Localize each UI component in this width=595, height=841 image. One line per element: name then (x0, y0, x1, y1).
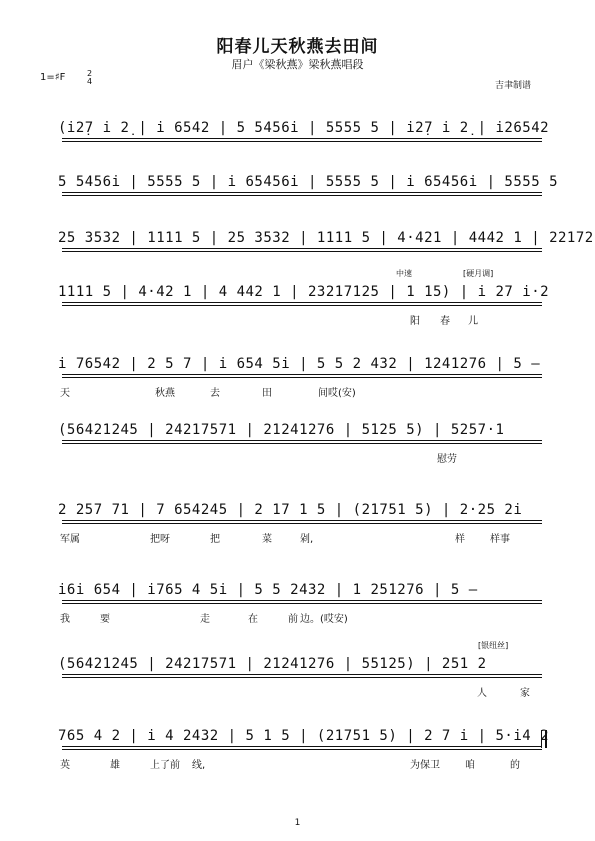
tempo-mark: 中速 (396, 269, 412, 278)
lyric-syllable: 雄 (110, 760, 120, 771)
beam-line (62, 440, 542, 441)
lyric-syllable: 线, (192, 760, 206, 771)
score-line (58, 490, 546, 550)
meter-bottom: 4 (87, 77, 93, 86)
jianpu-notes: 1111 5 | 4·42 1 | 4 442 1 | 23217125 | 1 15) | i 27 i·2 (58, 284, 550, 300)
beam-line (62, 374, 542, 375)
key-signature: 1=♯F (40, 72, 66, 83)
jianpu-notes: 5 5456i | 5555 5 | i 65456i | 5555 5 | i 65456i | 5555 5 (58, 174, 559, 190)
beam-line (62, 600, 542, 601)
lyric-syllable: 前 (288, 614, 298, 625)
lyric-syllable: 家 (520, 688, 530, 699)
lyric-syllable: 要 (100, 614, 110, 625)
beam-line (62, 138, 542, 139)
lyric-syllable: 秋燕 (155, 388, 175, 399)
time-signature (87, 70, 92, 86)
lyric-syllable: 走 (200, 614, 210, 625)
song-subtitle: 眉户《梁秋燕》梁秋燕唱段 (231, 58, 364, 71)
beam-line (62, 195, 542, 196)
lyric-syllable: 菜 (262, 534, 272, 545)
jianpu-notes: 2 257 71 | 7 654245 | 2 17 1 5 | (21751 5) | 2·25 2i (58, 502, 523, 518)
beam-line (62, 746, 542, 747)
lyric-syllable: 样 (455, 534, 465, 545)
jianpu-notes: 25 3532 | 1111 5 | 25 3532 | 1111 5 | 4·421 | 4442 1 | 22172 (58, 230, 594, 246)
lyric-syllable: 儿 (468, 316, 478, 327)
lyric-syllable: 为保卫 (410, 760, 440, 771)
lyric-syllable: 慰劳 (437, 454, 457, 465)
beam-line (62, 677, 542, 678)
tempo-mark: [硬月调] (463, 269, 494, 278)
lyric-syllable: 边。(哎安) (300, 614, 348, 625)
jianpu-notes: (i2̣7 i 2̣ | i 6542 | 5 5456i | 5555 5 | i2̣7 i 2̣ | i26542 (58, 120, 550, 136)
tempo-mark: [银纽丝] (478, 641, 509, 650)
lyric-syllable: 去 (210, 388, 220, 399)
beam-line (62, 141, 542, 142)
beam-line (62, 603, 542, 604)
beam-line (62, 377, 542, 378)
jianpu-notes: (56421245 | 24217571 | 21241276 | 55125) | 251 2 (58, 656, 487, 672)
score-line (58, 641, 546, 704)
lyric-syllable: 英 (60, 760, 70, 771)
song-title: 阳春儿天秋燕去田间 (216, 37, 379, 57)
lyric-syllable: 人 (477, 688, 487, 699)
lyric-syllable: 上了前 (150, 760, 180, 771)
score-line (58, 410, 546, 470)
beam-line (62, 302, 542, 303)
beam-line (62, 248, 542, 249)
lyric-syllable: 剁, (300, 534, 314, 545)
lyric-syllable: 的 (510, 760, 520, 771)
jianpu-notes: i 76542 | 2 5 7 | i 654 5i | 5 5 2 432 | 1241276 | 5 — (58, 356, 541, 372)
page-number: 1 (294, 818, 301, 828)
score-line (58, 570, 546, 630)
lyric-syllable: 田 (262, 388, 272, 399)
lyric-syllable: 把 (210, 534, 220, 545)
score-line (58, 269, 550, 332)
jianpu-notes: i6i 654 | i765 4 5i | 5 5 2432 | 1 251276 | 5 — (58, 582, 478, 598)
beam-line (62, 520, 542, 521)
beam-line (62, 251, 542, 252)
beam-line (62, 443, 542, 444)
lyric-syllable: 阳 (410, 316, 420, 327)
lyric-syllable: 咱 (465, 760, 475, 771)
jianpu-notes: (56421245 | 24217571 | 21241276 | 5125 5) | 5257·1 (58, 422, 505, 438)
lyric-syllable: 春 (440, 316, 450, 327)
lyric-syllable: 在 (248, 614, 258, 625)
score-line (58, 162, 559, 222)
lyric-syllable: 我 (60, 614, 70, 625)
score-line (58, 716, 550, 776)
lyric-syllable: 样事 (490, 534, 510, 545)
beam-line (62, 523, 542, 524)
lyric-syllable: 天 (60, 388, 70, 399)
lyric-syllable: 把呀 (150, 534, 170, 545)
score-line (58, 108, 550, 168)
score-line (58, 344, 546, 404)
beam-line (62, 674, 542, 675)
beam-line (62, 192, 542, 193)
meter-top: 2 (87, 69, 93, 78)
lyric-syllable: 军属 (60, 534, 80, 545)
beam-line (62, 749, 542, 750)
jianpu-notes: 765 4 2 | i 4 2432 | 5 1 5 | (21751 5) | 2 7 i | 5·i4 2 (58, 728, 550, 744)
transcriber-credit: 吉聿制谱 (495, 81, 532, 91)
final-barline (541, 730, 547, 748)
lyric-syllable: 间哎(安) (318, 388, 356, 399)
beam-line (62, 305, 542, 306)
